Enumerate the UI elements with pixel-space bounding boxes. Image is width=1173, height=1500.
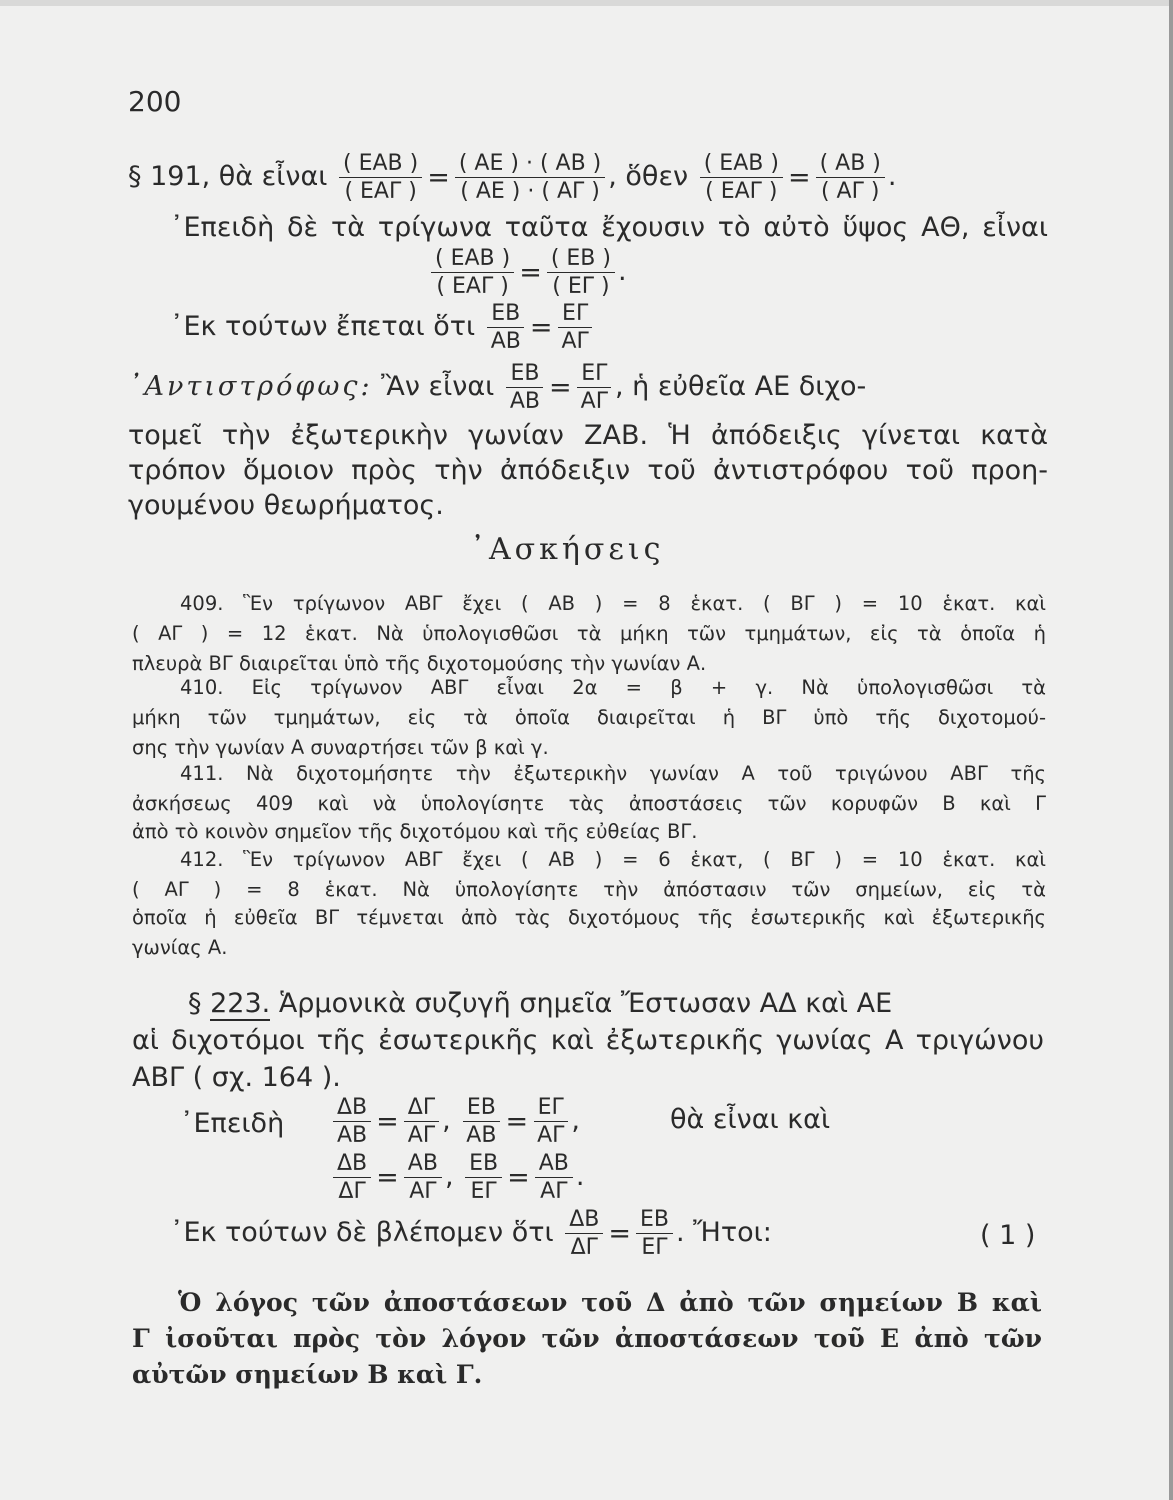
section-223-title [188,988,892,1019]
fraction [557,302,592,353]
fraction [404,1152,442,1203]
fraction-denominator: ΑΒ [509,389,541,415]
fraction-denominator: ( ΕΑΓ ) [436,274,509,300]
fraction-numerator: ( ΕΑΒ ) [700,152,783,178]
area-ratio-equation [428,247,627,298]
section-191-prefix: § 191, θὰ εἶναι [128,161,328,193]
exercise-410-line: μήκη τῶν τμημάτων, εἰς τὰ ὁποῖα διαιρεῖται ἡ ΒΓ ὑπὸ τῆς διχοτομού- [132,706,1046,729]
exercise-412-line: ὁποῖα ἡ εὐθεῖα ΒΓ τέμνεται ἀπὸ τὰς διχοτόμους τῆς ἐσωτερικῆς καὶ ἐξωτερικῆς [132,906,1046,929]
fraction-denominator: ΑΓ [540,1179,568,1205]
fraction-denominator: ΑΓ [537,1123,565,1149]
fraction-denominator: ΔΓ [570,1235,598,1261]
fraction-denominator: ΑΒ [490,329,521,355]
fraction [506,362,544,413]
fraction-numerator: ΕΓ [534,1096,568,1122]
equals-sign: = [608,1218,631,1250]
section-191-equation [128,152,896,203]
exercise-411-line: 411. Νὰ διχοτομήσητε τὴν ἐξωτερικὴν γωνίαν Α τοῦ τριγώνου ΑΒΓ τῆς [180,762,1046,785]
see-text: ᾿Εκ τούτων δὲ βλέπομεν ὅτι [170,1217,554,1249]
fraction [700,152,783,203]
text-line: ΑΒΓ ( σχ. 164 ). [132,1062,341,1093]
since-equation-2 [330,1152,585,1203]
conclusion-line: Γ ἰσοῦται πρὸς τὸν λόγον τῶν ἀποστάσεων τοῦ Ε ἀπὸ τῶν [132,1324,1042,1353]
fraction [487,302,525,353]
fraction-numerator: ( ΑΒ ) [816,152,885,178]
page-top-edge [0,0,1173,6]
then-also-text: θὰ εἶναι καὶ [670,1104,831,1135]
exercise-411-line: ἀσκήσεως 409 καὶ νὰ ὑπολογίσητε τὰς ἀποστάσεις τῶν κορυφῶν Β καὶ Γ [132,792,1046,815]
exercise-412-line: 412. Ἓν τρίγωνον ΑΒΓ ἔχει ( ΑΒ ) = 6 ἑκατ, ( ΒΓ ) = 10 ἑκατ. καὶ [180,848,1046,871]
fraction-denominator: ΑΓ [561,329,589,355]
page-number: 200 [128,85,182,118]
fraction-numerator: ΔΒ [333,1096,371,1122]
comma: , [442,1105,451,1137]
fraction-denominator: ( ΕΓ ) [552,274,610,300]
exercise-410-line: σης τὴν γωνίαν Α συναρτήσει τῶν β καὶ γ. [132,736,549,759]
equals-sign: = [376,1162,399,1194]
equals-sign: = [507,1162,530,1194]
fraction-denominator: ΑΓ [407,1123,436,1149]
fraction-numerator: ΑΒ [404,1152,442,1178]
comma: , [444,1161,454,1193]
fraction [339,152,422,203]
fraction-numerator: ( ΕΒ ) [547,247,615,273]
text-line: γουμένου θεωρήματος. [128,490,444,521]
fraction-numerator: ΔΓ [404,1096,439,1122]
section-sign: § [188,988,202,1019]
fraction [333,1152,371,1203]
exercise-411-line: ἀπὸ τὸ κοινὸν σημεῖον τῆς διχοτόμου καὶ τῆς εὐθείας ΒΓ. [132,820,698,843]
fraction-denominator: ΑΓ [409,1179,437,1205]
fraction [636,1208,673,1259]
fraction [577,362,612,413]
conclusion-line: Ὁ λόγος τῶν ἀποστάσεων τοῦ Δ ἀπὸ τῶν σημείων Β καὶ [178,1288,1042,1317]
equals-sign: = [427,162,450,194]
text-line: τομεῖ τὴν ἐξωτερικὴν γωνίαν ΖΑΒ. Ἡ ἀπόδειξις γίνεται κατὰ [128,420,1048,451]
period: . [575,1161,585,1193]
period: . [887,161,897,193]
converse-text: Ἂν εἶναι [381,371,495,403]
follows-text: ᾿Εκ τούτων ἔπεται ὅτι [170,311,476,343]
exercises-heading: ᾿Ασκήσεις [470,532,665,567]
fraction-numerator: ( ΑΕ ) · ( ΑΒ ) [455,152,605,178]
fraction-numerator: ΕΒ [463,1096,500,1122]
period: . [617,256,627,288]
fraction-numerator: ΕΓ [577,362,611,388]
fraction-denominator: ΑΒ [466,1123,497,1149]
fraction [535,1152,573,1203]
fraction-numerator: ΕΓ [558,302,592,328]
converse-after: , ἡ εὐθεῖα ΑΕ διχο- [614,371,867,403]
fraction-numerator: ΕΒ [465,1152,502,1178]
fraction [333,1096,371,1147]
fraction [404,1096,439,1147]
text-line: αἱ διχοτόμοι τῆς ἐσωτερικῆς καὶ ἐξωτερικῆς γωνίας Α τριγώνου [132,1025,1044,1056]
page-right-edge [1169,0,1173,1500]
equals-sign: = [505,1106,529,1138]
fraction [465,1152,502,1203]
exercise-412-line: γωνίας Α. [132,936,228,959]
section-title: Ἁρμονικὰ συζυγῆ σημεῖα Ἔστωσαν ΑΔ καὶ ΑΕ [278,988,893,1019]
fraction-denominator: ΔΓ [338,1179,366,1205]
section-number: 223. [210,988,271,1019]
equals-sign: = [519,257,542,289]
exercise-410-line: 410. Εἰς τρίγωνον ΑΒΓ εἶναι 2α = β + γ. Νὰ ὑπολογισθῶσι τὰ [180,676,1046,699]
exercise-412-line: ( ΑΓ ) = 8 ἑκατ. Νὰ ὑπολογίσητε τὴν ἀπόστασιν τῶν σημείων, εἰς τὰ [132,878,1046,901]
fraction-denominator: ( ΕΑΓ ) [344,179,417,205]
fraction-numerator: ( ΕΑΒ ) [431,247,514,273]
see-equation [170,1208,772,1259]
fraction [431,247,514,298]
fraction-numerator: ΑΒ [535,1152,573,1178]
equals-sign: = [376,1106,399,1138]
fraction-denominator: ΑΓ [580,389,608,415]
fraction-denominator: ( ΑΕ ) · ( ΑΓ ) [460,179,600,205]
fraction [547,247,615,298]
since-equation-1 [330,1096,580,1147]
text-line-height: ᾿Επειδὴ δὲ τὰ τρίγωνα ταῦτα ἔχουσιν τὸ αὐτὸ ὕψος ΑΘ, εἶναι [170,212,1048,243]
fraction-denominator: ΑΒ [337,1123,368,1149]
fraction [565,1208,603,1259]
follows-equation [170,302,596,353]
since-word: ᾿Επειδὴ [180,1108,285,1139]
fraction-denominator: ( ΑΓ ) [820,179,880,205]
conclusion-line: αὐτῶν σημείων Β καὶ Γ. [132,1360,483,1389]
exercise-409-line: ( ΑΓ ) = 12 ἑκατ. Νὰ ὑπολογισθῶσι τὰ μήκη τῶν τμημάτων, εἰς τὰ ὁποῖα ἡ [132,622,1046,645]
converse-equation [128,362,866,413]
text-line: τρόπον ὅμοιον πρὸς τὴν ἀπόδειξιν τοῦ ἀντιστρόφου τοῦ προη- [128,455,1048,486]
comma: , [571,1105,580,1137]
fraction-denominator: ( ΕΑΓ ) [705,179,778,205]
exercise-409-line: 409. Ἓν τρίγωνον ΑΒΓ ἔχει ( ΑΒ ) = 8 ἑκατ. ( ΒΓ ) = 10 ἑκατ. καὶ [180,592,1046,615]
fraction [816,152,885,203]
equals-sign: = [787,162,811,194]
fraction-denominator: ΕΓ [470,1179,497,1205]
fraction-numerator: ( ΕΑΒ ) [339,152,422,178]
exercise-409-line: πλευρὰ ΒΓ διαιρεῖται ὑπὸ τῆς διχοτομούσης τὴν γωνίαν Α. [132,652,707,675]
namely-text: . Ἤτοι: [675,1217,772,1249]
fraction-numerator: ΕΒ [487,302,524,328]
fraction [455,152,605,203]
equals-sign: = [529,312,553,344]
fraction-denominator: ΕΓ [641,1235,668,1261]
equals-sign: = [549,372,572,404]
fraction [462,1096,500,1147]
fraction-numerator: ΔΒ [565,1208,603,1234]
converse-label: ᾿Αντιστρόφως: [128,371,373,403]
fraction-numerator: ΕΒ [636,1208,673,1234]
fraction-numerator: ΕΒ [506,362,543,388]
equation-label: ( 1 ) [980,1220,1036,1251]
fraction-numerator: ΔΒ [333,1152,371,1178]
fraction [533,1096,568,1147]
whence-word: , ὅθεν [608,161,689,193]
